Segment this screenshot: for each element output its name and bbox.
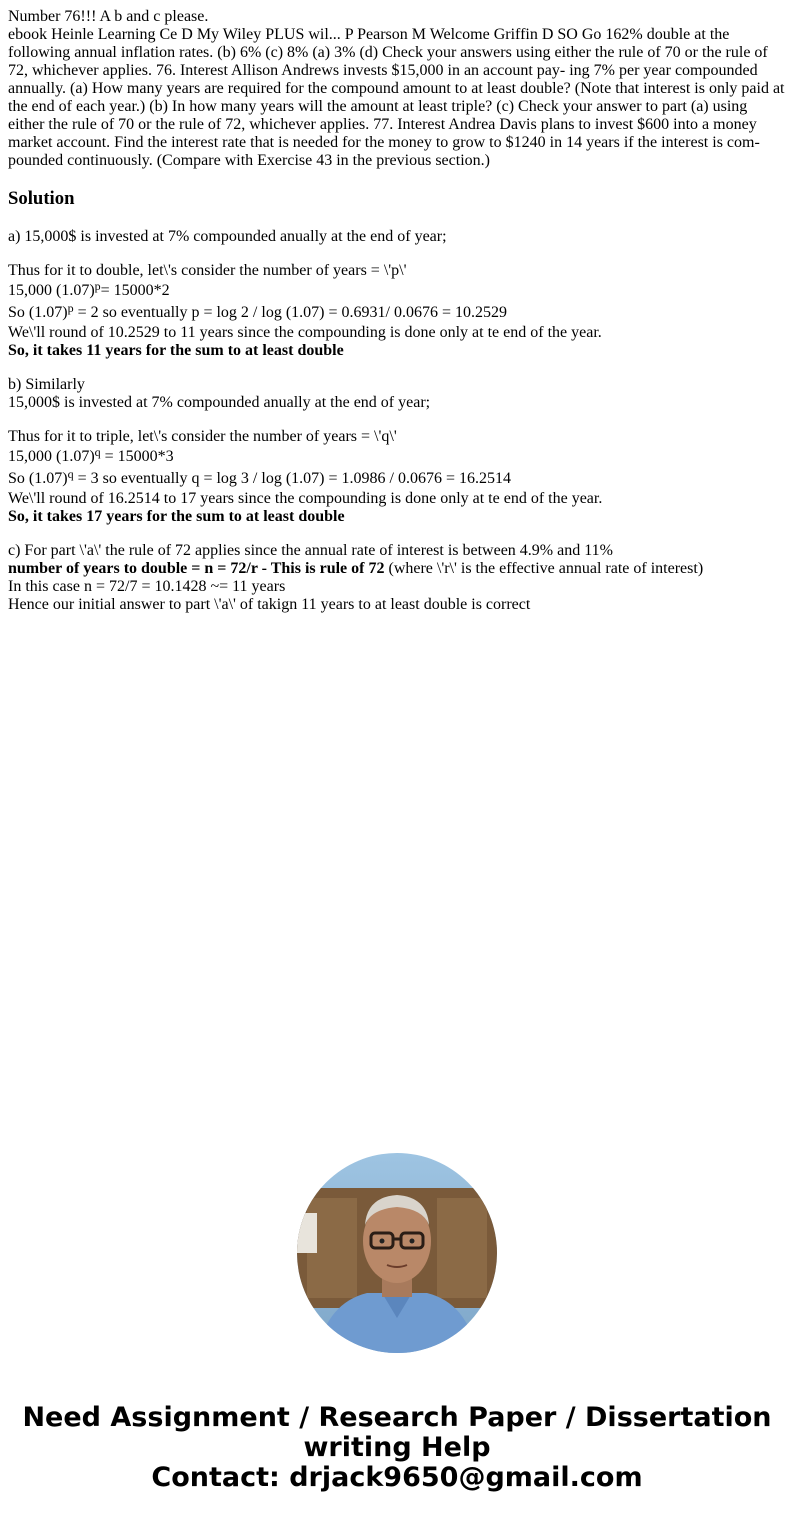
exponent-q: q: [94, 445, 101, 459]
part-b-consider: Thus for it to triple, let\'s consider the number of years = \'q\': [8, 428, 397, 445]
part-a-equation-1: 15,000 $(1.07)^p= 15000*2$: [8, 279, 170, 299]
part-a-equation-2: So $(1.07)^p = 2$ so eventually p = log 2 / log (1.07) = 0.6931/ 0.0676 = 10.2529: [8, 301, 507, 321]
part-b-conclusion: So, it takes 17 years for the sum to at least double: [8, 508, 345, 525]
question-title: Number 76!!! A b and c please.: [8, 8, 209, 25]
exponent-p: p: [67, 301, 74, 315]
part-a-consider: Thus for it to double, let\'s consider the number of years = \'p\': [8, 262, 407, 279]
part-a-block: [8, 262, 786, 360]
footer-line-2: writing Help: [303, 1432, 491, 1463]
document-content: [8, 8, 786, 614]
author-avatar: [297, 1153, 497, 1353]
part-b-intro-block: [8, 376, 786, 412]
part-c-intro: c) For part \'a\' the rule of 72 applies since the annual rate of interest is between 4.9% and 11%: [8, 542, 613, 559]
part-b-equation-2: So $(1.07)^q = 3$ so eventually q = log 3 / log (1.07) = 1.0986 / 0.0676 = 16.2514: [8, 467, 511, 487]
part-a-conclusion: So, it takes 11 years for the sum to at least double: [8, 342, 344, 359]
footer-line-1: Need Assignment / Research Paper / Dissertation: [22, 1402, 772, 1433]
part-c-case: In this case n = 72/7 = 10.1428 ~= 11 years: [8, 578, 286, 595]
author-photo-icon: [297, 1153, 497, 1353]
part-b-block: [8, 428, 786, 526]
part-c-hence: Hence our initial answer to part \'a\' of takign 11 years to at least double is correct: [8, 596, 531, 613]
exponent-q: q: [67, 467, 74, 481]
exponent-p: p: [94, 279, 101, 293]
part-c-block: [8, 542, 786, 614]
part-b-similarly: b) Similarly: [8, 376, 85, 393]
solution-heading: Solution: [8, 188, 75, 209]
part-b-rounding: We\'ll round of 16.2514 to 17 years since the compounding is done only at te end of the year.: [8, 490, 603, 507]
question-text: ebook Heinle Learning Ce D My Wiley PLUS wil... P Pearson M Welcome Griffin D SO Go 162% double at the following annual inflation rates. (b) 6% (c) 8% (a) 3% (d) Check your answers using either the rule of 70 or the rule of 72, whichever applies. 76. Interest Allison Andrews invests $15,000 in an account pay- ing 7% per year compounded annually. (a) How many years are required for the compound amount to at least double? (Note that interest is only paid at the end of each year.) (b) In how many years will the amount at least triple? (c) Check your answer to part (a) using either the rule of 70 or the rule of 72, whichever applies. 77. Interest Andrea Davis plans to invest $600 into a money market account. Find the interest rate that is needed for the money to grow to $1240 in 14 years if the interest is com- pounded continuously. (Compare with Exercise 43 in the previous section.): [8, 26, 785, 169]
part-b-equation-1: 15,000 $(1.07)^q = 15000*3$: [8, 445, 174, 465]
footer-contact: Contact: drjack9650@gmail.com: [151, 1462, 643, 1493]
rule-of-72-bold: number of years to double = n = 72/r - This is rule of 72: [8, 560, 385, 577]
promo-footer: [0, 1403, 794, 1493]
part-c-rule: number of years to double = n = 72/r - This is rule of 72 (where \'r\' is the effective annual rate of interest): [8, 560, 704, 577]
part-a-intro: a) 15,000$ is invested at 7% compounded anually at the end of year;: [8, 228, 447, 245]
part-a-rounding: We\'ll round of 10.2529 to 11 years since the compounding is done only at te end of the year.: [8, 324, 602, 341]
part-b-intro: 15,000$ is invested at 7% compounded anually at the end of year;: [8, 394, 431, 411]
